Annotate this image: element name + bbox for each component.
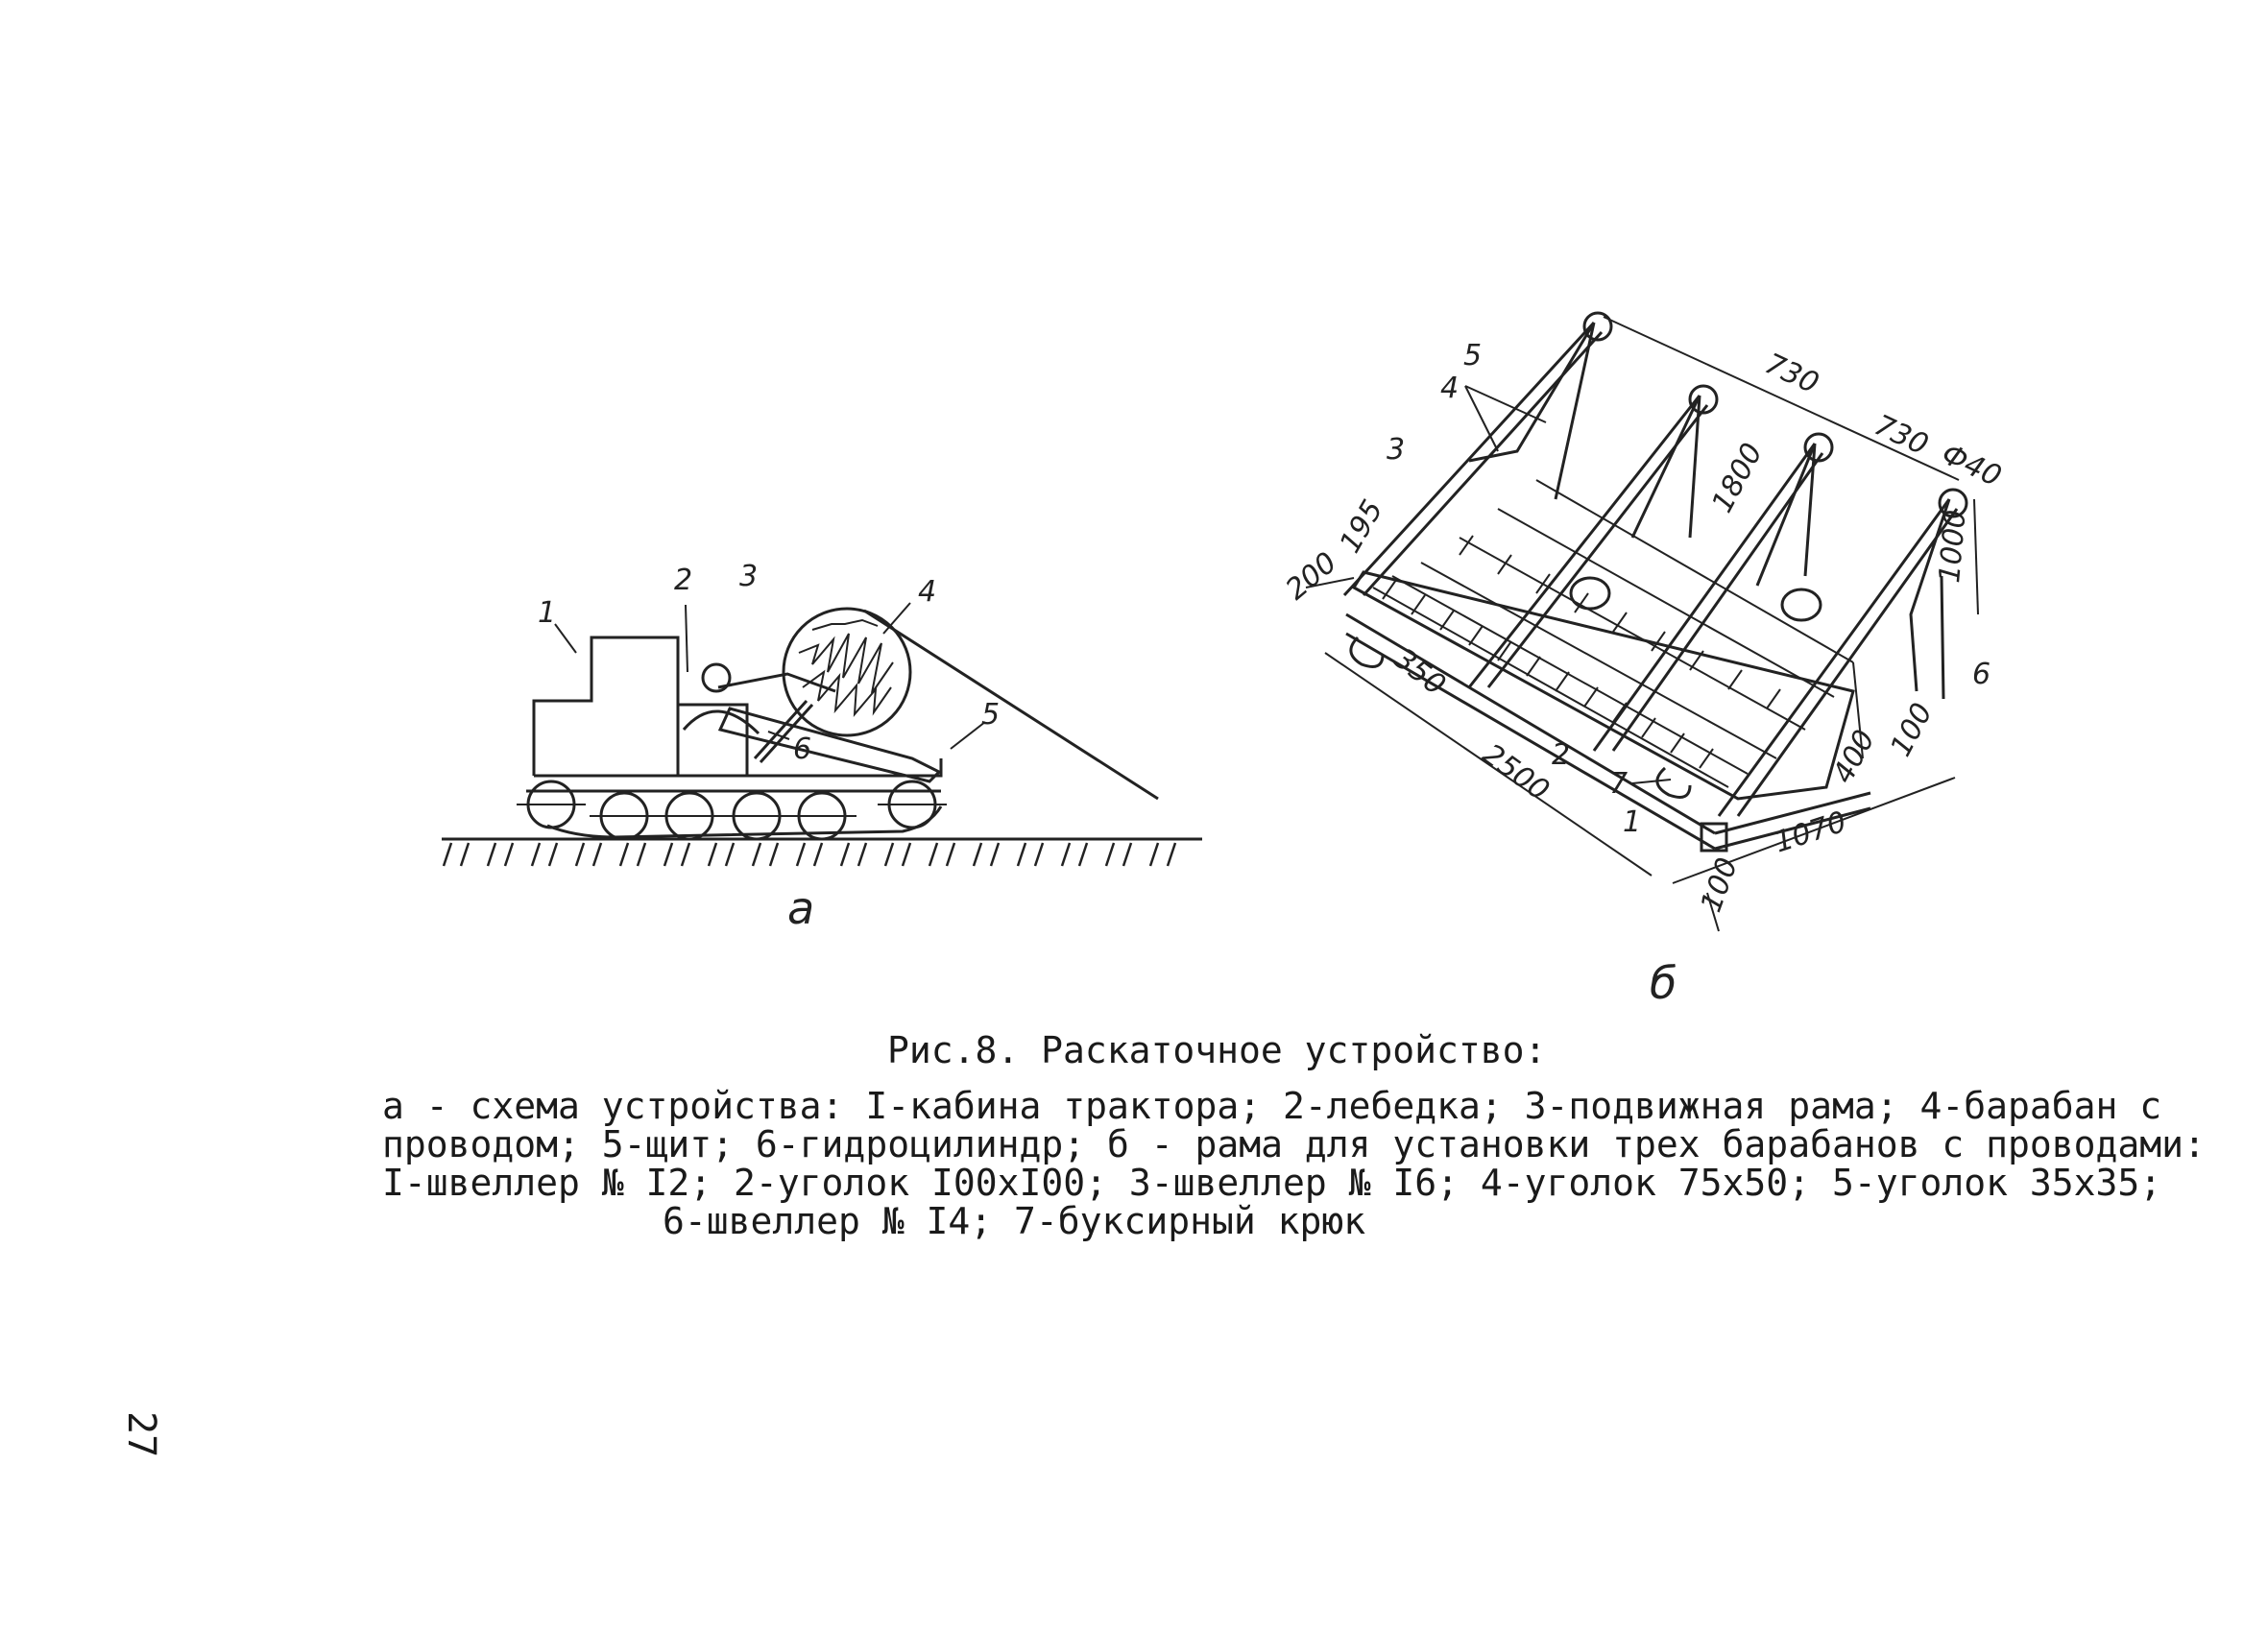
a-callout-4: 4	[918, 575, 937, 609]
a-callout-5: 5	[981, 698, 1001, 732]
caption-line: 6-швеллер № I4; 7-буксирный крюк	[663, 1200, 1366, 1242]
b-callout-6: 6	[1972, 658, 1991, 691]
b-callout-5: 5	[1463, 339, 1483, 372]
a-callout-2: 2	[674, 564, 693, 597]
towing-hook-right	[1657, 768, 1690, 797]
figure-caption-title: Рис.8. Раскаточное устройство:	[887, 1029, 1547, 1071]
dim-730-a: 730	[1759, 347, 1824, 401]
caption-line: а - схема устройства: I-кабина трактора; 2-лебедка; 3-подвижная рама; 4-барабан с	[382, 1085, 2162, 1127]
ground-hatching	[444, 843, 1175, 866]
b-callout-1: 1	[1623, 805, 1642, 839]
drawing-a-tractor	[442, 603, 1202, 866]
dim-1000: 1000	[1933, 508, 1973, 585]
drawing-b-frame	[1344, 313, 1966, 851]
shield-ramp	[720, 708, 939, 781]
a-callout-6: 6	[793, 732, 812, 766]
dim-phi-40: Ф40	[1936, 437, 2007, 494]
drawing-b-label: б	[1650, 957, 1677, 1009]
b-callout-4: 4	[1440, 372, 1460, 405]
dim-2500: 2500	[1476, 737, 1556, 808]
top-pulleys	[1584, 313, 1966, 516]
tractor-body	[534, 758, 941, 776]
dim-730-b: 730	[1869, 408, 1934, 463]
dim-400: 400	[1826, 724, 1882, 789]
a-callout-1: 1	[538, 596, 557, 630]
tractor-cab	[534, 637, 678, 776]
dim-350: 350	[1387, 641, 1452, 703]
dim-1800: 1800	[1705, 437, 1770, 518]
a-callout-3: 3	[739, 560, 759, 593]
figure-caption	[382, 1085, 2206, 1242]
drawing-a-label: а	[787, 882, 815, 934]
axle-bosses	[1571, 578, 1821, 620]
dim-100-top: 100	[1884, 697, 1940, 762]
side-leg	[1942, 576, 1943, 699]
dim-1070: 1070	[1770, 804, 1851, 860]
cable-line	[864, 611, 1158, 799]
drum-winding	[799, 620, 893, 714]
b-callout-7: 7	[1609, 767, 1629, 801]
page-number: 27	[119, 1411, 163, 1458]
dim-100-bottom: 100	[1694, 853, 1746, 917]
caption-line: I-швеллер № I2; 2-уголок I00xI00; 3-швеллер № I6; 4-уголок 75x50; 5-уголок 35x35;	[382, 1162, 2162, 1204]
b-callout-2: 2	[1552, 738, 1571, 772]
drawing-b-dimensions	[1306, 317, 1978, 931]
dim-200: 200	[1279, 545, 1344, 608]
caption-line: проводом; 5-щит; 6-гидроцилиндр; б - рама для установки трех барабанов с проводами:	[382, 1123, 2206, 1165]
dim-195: 195	[1333, 493, 1390, 559]
b-callout-3: 3	[1387, 433, 1406, 467]
